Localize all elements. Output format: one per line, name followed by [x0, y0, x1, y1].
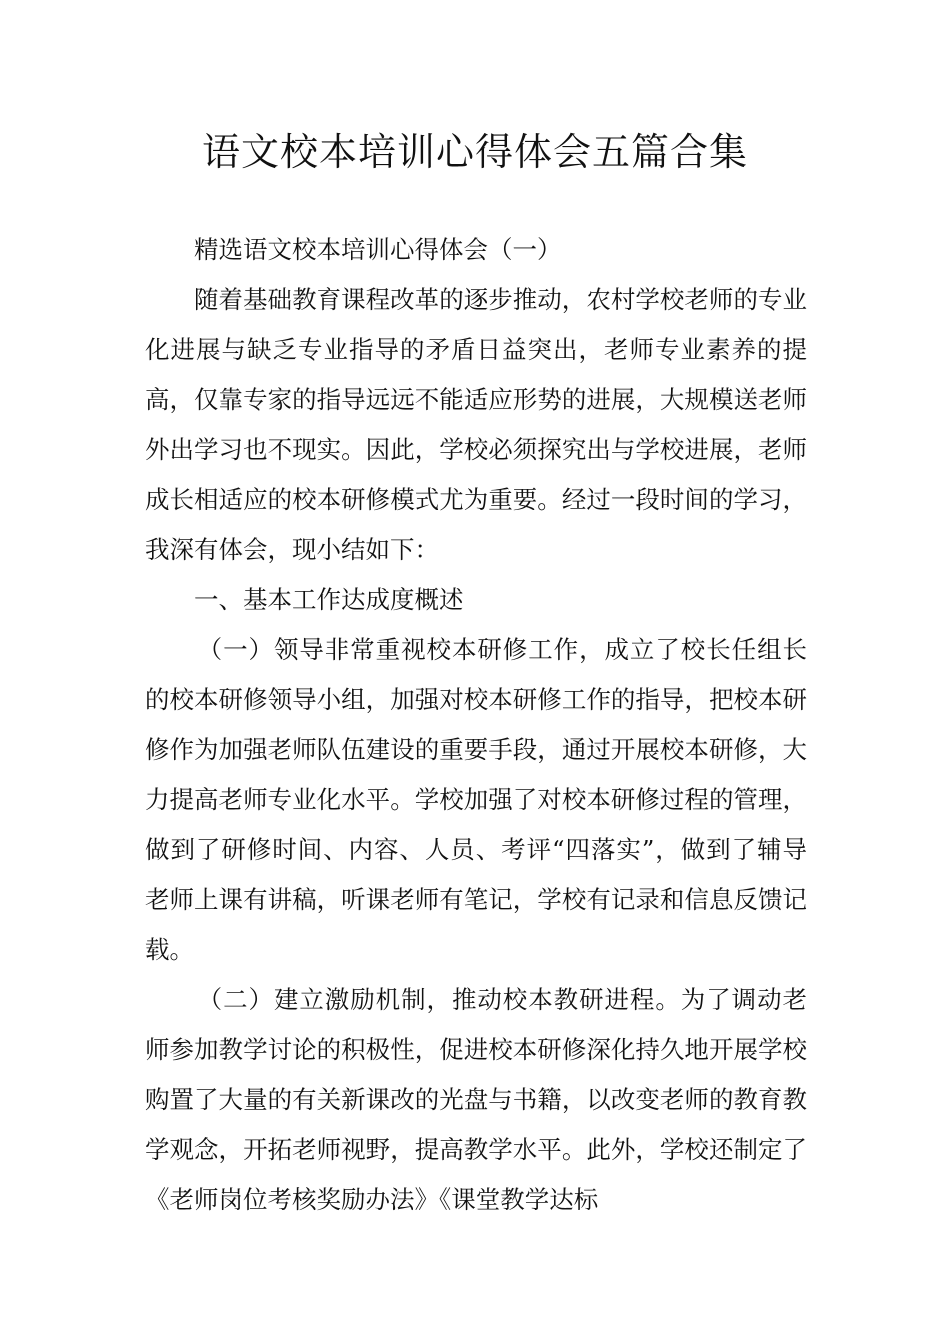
section-heading: 精选语文校本培训心得体会（一） [194, 235, 562, 264]
document-title: 语文校本培训心得体会五篇合集 [201, 130, 748, 174]
body-paragraph: （一）领导非常重视校本研修工作，成立了校长任组长的校本研修领导小组，加强对校本研修工作的指导，把校本研修作为加强老师队伍建设的重要手段，通过开展校本研修，大力提高老师专业化水平。学校加强了对校本研修过程的管理，做到了研修时间、内容、人员、考评“四落实”，做到了辅导老师上课有讲稿，听课老师有笔记，学校有记录和信息反馈记载。 [145, 635, 807, 964]
document-body [145, 225, 807, 1225]
body-paragraph: （二）建立激励机制，推动校本教研进程。为了调动老师参加教学讨论的积极性，促进校本研修深化持久地开展学校购置了大量的有关新课改的光盘与书籍，以改变老师的教育教学观念，开拓老师视野，提高教学水平。此外，学校还制定了《老师岗位考核奖励办法》《课堂教学达标 [145, 985, 807, 1214]
section-heading: 一、基本工作达成度概述 [194, 585, 464, 614]
body-paragraph: 随着基础教育课程改革的逐步推动，农村学校老师的专业化进展与缺乏专业指导的矛盾日益突出，老师专业素养的提高，仅靠专家的指导远远不能适应形势的进展，大规模送老师外出学习也不现实。因此，学校必须探究出与学校进展，老师成长相适应的校本研修模式尤为重要。经过一段时间的学习，我深有体会，现小结如下： [145, 285, 807, 564]
